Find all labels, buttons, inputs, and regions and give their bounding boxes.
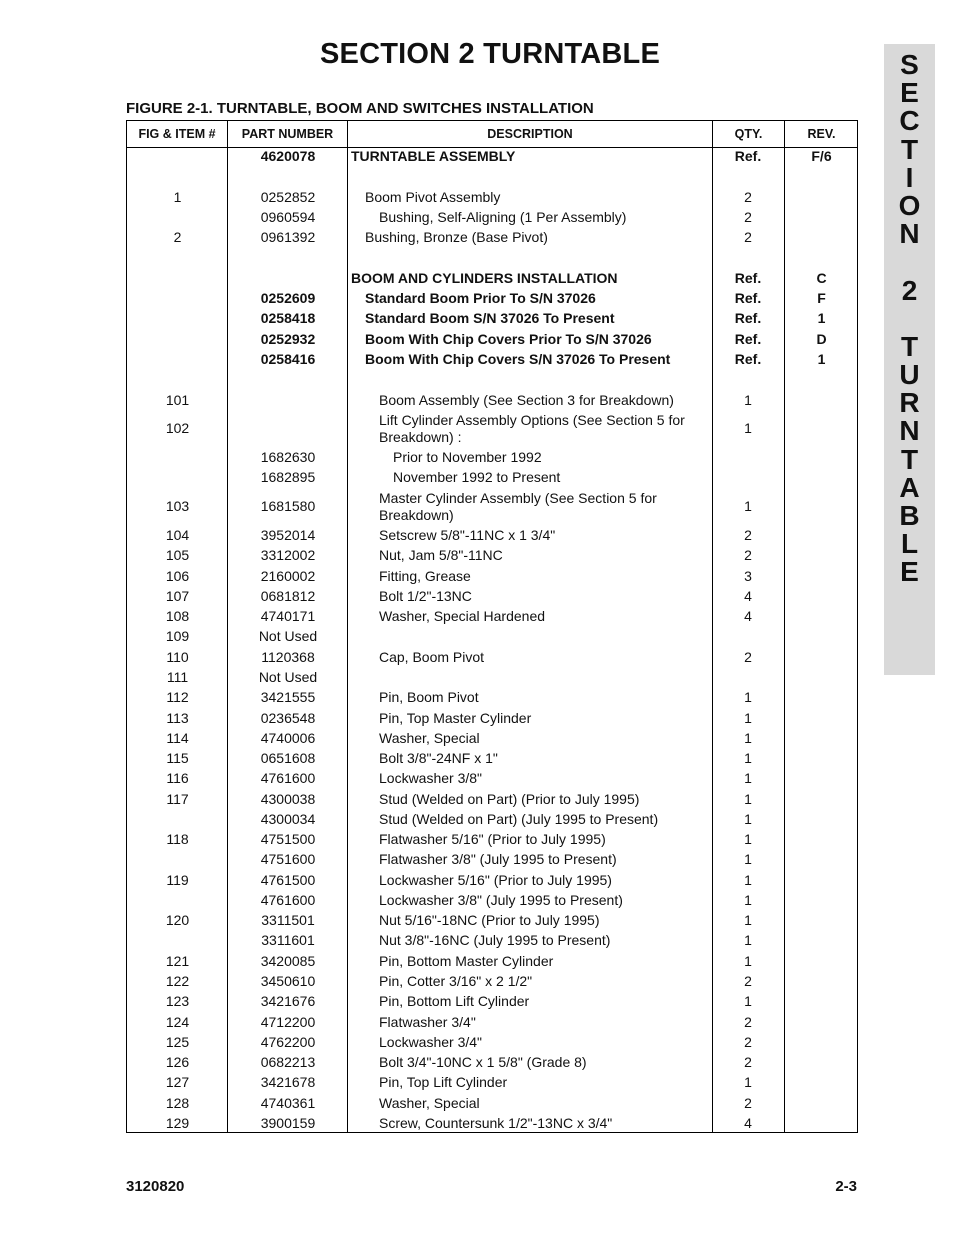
qty-cell: Ref.: [734, 270, 762, 286]
description-cell: [351, 270, 711, 287]
part-number-cell: 3421555: [260, 689, 316, 705]
part-number-cell: 1681580: [260, 498, 316, 514]
description-line: Boom Assembly (See Section 3 for Breakdown): [379, 392, 674, 408]
fig-item-cell: 106: [165, 568, 190, 584]
fig-item-cell: 128: [165, 1095, 190, 1111]
fig-item-cell: 117: [166, 791, 189, 807]
part-number-cell: 2160002: [260, 568, 316, 584]
part-number-cell: 3311501: [261, 912, 315, 928]
side-tab-letter: T: [900, 330, 919, 362]
part-number-cell: 4751500: [260, 831, 316, 847]
fig-item-cell: 112: [166, 689, 189, 705]
fig-item-cell: 109: [165, 628, 190, 644]
fig-item-cell: 119: [166, 872, 189, 888]
description-line: Stud (Welded on Part) (Prior to July 1995): [379, 791, 640, 807]
fig-item-cell: 129: [165, 1115, 190, 1131]
qty-cell: Ref.: [734, 310, 762, 326]
fig-item-cell: 101: [165, 392, 190, 408]
description-cell: [351, 831, 739, 848]
fig-item-cell: 124: [165, 1014, 190, 1030]
part-number-cell: 3952014: [260, 527, 316, 543]
description-line: Screw, Countersunk 1/2"-13NC x 3/4": [379, 1115, 613, 1131]
fig-item-cell: 105: [165, 547, 190, 563]
rev-cell: C: [816, 270, 827, 286]
description-line: Lift Cylinder Assembly Options (See Section 5 for: [379, 412, 685, 428]
side-tab-letter: I: [905, 161, 914, 193]
fig-item-cell: 111: [166, 669, 189, 685]
qty-cell: 3: [744, 568, 752, 584]
part-number-cell: 0258418: [260, 310, 316, 326]
part-number-cell: 4751600: [260, 851, 316, 867]
qty-cell: 1: [744, 851, 752, 867]
header-fig-item: FIG & ITEM #: [138, 127, 216, 141]
description-cell: [351, 392, 739, 409]
description-line: Pin, Top Master Cylinder: [379, 710, 532, 726]
side-tab-letter: R: [899, 387, 920, 419]
description-cell: [351, 750, 739, 767]
description-line: Breakdown) :: [379, 429, 462, 445]
qty-cell: Ref.: [734, 331, 762, 347]
side-tab-letter: N: [899, 415, 920, 447]
section-side-tab: [884, 44, 935, 675]
description-line: Bolt 3/8"-24NF x 1": [379, 750, 498, 766]
description-line: Pin, Bottom Master Cylinder: [379, 953, 554, 969]
fig-item-cell: 104: [165, 527, 190, 543]
description-line: Bushing, Bronze (Base Pivot): [365, 229, 548, 245]
qty-cell: 1: [744, 993, 752, 1009]
part-number-cell: 4761500: [260, 872, 316, 888]
part-number-cell: 0252932: [260, 331, 316, 347]
description-line: Lockwasher 3/8" (July 1995 to Present): [379, 892, 623, 908]
qty-cell: 2: [744, 547, 752, 563]
side-tab-letter: O: [898, 189, 921, 221]
description-cell: [351, 148, 711, 165]
fig-item-cell: 120: [165, 912, 190, 928]
side-tab-letters: [884, 51, 935, 587]
part-number-cell: 4712200: [260, 1014, 316, 1030]
table-body: [127, 121, 857, 1132]
description-line: Flatwasher 3/4": [379, 1014, 476, 1030]
qty-cell: 2: [744, 209, 752, 225]
qty-cell: 1: [744, 392, 752, 408]
description-cell: [351, 351, 725, 368]
part-number-cell: Not Used: [258, 628, 318, 644]
page-title: SECTION 2 TURNTABLE: [320, 38, 660, 70]
qty-cell: 1: [744, 689, 752, 705]
part-number-cell: 4300034: [260, 811, 316, 827]
header-qty: QTY.: [734, 127, 763, 141]
qty-cell: 2: [744, 527, 752, 543]
part-number-cell: 0651608: [260, 750, 316, 766]
description-cell: [351, 310, 725, 327]
side-tab-letter: E: [900, 77, 919, 109]
description-cell: [351, 912, 739, 929]
description-line: Nut 5/16"-18NC (Prior to July 1995): [379, 912, 600, 928]
qty-cell: 2: [744, 1054, 752, 1070]
rev-cell: F/6: [811, 148, 832, 164]
description-line: Flatwasher 5/16" (Prior to July 1995): [379, 831, 606, 847]
side-tab-letter: T: [900, 443, 919, 475]
description-line: Bushing, Self-Aligning (1 Per Assembly): [379, 209, 627, 225]
description-line: TURNTABLE ASSEMBLY: [351, 148, 516, 164]
fig-item-cell: 114: [166, 730, 189, 746]
part-number-cell: 4740361: [260, 1095, 316, 1111]
fig-item-cell: 121: [165, 953, 190, 969]
side-tab-letter: T: [900, 133, 919, 165]
header-part-number: PART NUMBER: [241, 127, 334, 141]
rev-cell: 1: [817, 351, 826, 367]
description-line: Standard Boom Prior To S/N 37026: [365, 290, 596, 306]
description-line: Bolt 3/4"-10NC x 1 5/8" (Grade 8): [379, 1054, 587, 1070]
description-cell: [351, 527, 739, 544]
description-cell: [351, 811, 739, 828]
side-tab-letter: 2: [901, 274, 918, 306]
description-line: Standard Boom S/N 37026 To Present: [365, 310, 615, 326]
part-number-cell: 3420085: [260, 953, 316, 969]
qty-cell: 4: [744, 1115, 752, 1131]
fig-item-cell: 125: [165, 1034, 190, 1050]
qty-cell: 2: [744, 649, 752, 665]
qty-cell: 1: [744, 932, 752, 948]
side-tab-letter: N: [899, 218, 920, 250]
qty-cell: 2: [744, 1095, 752, 1111]
qty-cell: 1: [744, 953, 752, 969]
figure-title: FIGURE 2-1. TURNTABLE, BOOM AND SWITCHES INSTALLATION: [126, 100, 594, 117]
description-cell: [351, 1014, 739, 1031]
qty-cell: Ref.: [734, 290, 762, 306]
description-cell: [351, 469, 753, 486]
part-number-cell: 3900159: [260, 1115, 316, 1131]
qty-cell: 2: [744, 973, 752, 989]
part-number-cell: 3450610: [260, 973, 316, 989]
description-cell: [351, 588, 739, 605]
fig-item-cell: 127: [165, 1074, 190, 1090]
fig-item-cell: 116: [166, 770, 189, 786]
qty-cell: 1: [744, 831, 752, 847]
description-cell: [351, 608, 739, 625]
description-cell: [351, 209, 739, 226]
description-cell: [351, 568, 739, 585]
fig-item-cell: 110: [166, 649, 189, 665]
part-number-cell: 4761600: [260, 770, 316, 786]
side-tab-letter: [884, 248, 935, 276]
description-cell: [351, 331, 725, 348]
description-cell: [351, 649, 739, 666]
part-number-cell: 0252609: [260, 290, 316, 306]
side-tab-letter: S: [900, 49, 919, 80]
description-cell: [351, 1115, 739, 1132]
description-line: Lockwasher 5/16" (Prior to July 1995): [379, 872, 612, 888]
description-line: Bolt 1/2"-13NC: [379, 588, 472, 604]
fig-item-cell: 2: [173, 229, 182, 245]
description-line: Lockwasher 3/4": [379, 1034, 483, 1050]
description-cell: [351, 730, 739, 747]
fig-item-cell: 1: [173, 189, 182, 205]
description-line: Boom With Chip Covers Prior To S/N 37026: [365, 331, 652, 347]
fig-item-cell: 107: [165, 588, 190, 604]
description-cell: [351, 953, 739, 970]
fig-item-cell: 126: [165, 1054, 190, 1070]
fig-item-cell: 115: [166, 750, 189, 766]
part-number-cell: 4740006: [260, 730, 316, 746]
description-line: Pin, Cotter 3/16" x 2 1/2": [379, 973, 533, 989]
description-cell: [351, 993, 739, 1010]
description-cell: [351, 791, 739, 808]
part-number-cell: 4620078: [260, 148, 316, 164]
part-number-cell: 3312002: [260, 547, 316, 563]
qty-cell: Ref.: [734, 351, 762, 367]
description-line: Nut, Jam 5/8"-11NC: [379, 547, 503, 563]
description-cell: [351, 710, 739, 727]
description-cell: [351, 1054, 739, 1071]
part-number-cell: 0252852: [260, 189, 316, 205]
qty-cell: 4: [744, 608, 752, 624]
description-cell: [351, 1074, 739, 1091]
description-line: Washer, Special: [379, 1095, 480, 1111]
parts-table: [126, 120, 858, 1133]
qty-cell: Ref.: [734, 148, 762, 164]
part-number-cell: 1682895: [260, 469, 316, 485]
side-tab-letter: U: [899, 359, 920, 391]
qty-cell: 1: [744, 811, 752, 827]
description-line: Fitting, Grease: [379, 568, 471, 584]
description-cell: [351, 973, 739, 990]
description-line: Boom With Chip Covers S/N 37026 To Present: [365, 351, 671, 367]
part-number-cell: 3421678: [260, 1074, 316, 1090]
part-number-cell: 4761600: [260, 892, 316, 908]
part-number-cell: 0682213: [260, 1054, 316, 1070]
description-cell: [351, 1034, 739, 1051]
qty-cell: 1: [744, 912, 752, 928]
side-tab-letter: L: [900, 528, 919, 560]
description-line: Pin, Boom Pivot: [379, 689, 479, 705]
rev-cell: 1: [817, 310, 826, 326]
description-cell: [351, 229, 725, 246]
description-cell: [351, 770, 739, 787]
fig-item-cell: 113: [166, 710, 189, 726]
description-line: Master Cylinder Assembly (See Section 5 for: [379, 490, 657, 506]
qty-cell: 1: [744, 770, 752, 786]
description-cell: [351, 689, 739, 706]
part-number-cell: 0961392: [260, 229, 316, 245]
rev-cell: D: [816, 331, 827, 347]
footer-page-number: 2-3: [835, 1178, 857, 1195]
qty-cell: 2: [744, 229, 752, 245]
description-line: Nut 3/8"-16NC (July 1995 to Present): [379, 932, 611, 948]
side-tab-letter: A: [899, 471, 920, 503]
qty-cell: 1: [744, 1074, 752, 1090]
part-number-cell: 1120368: [261, 649, 315, 665]
description-cell: [351, 892, 739, 909]
qty-cell: 2: [744, 1014, 752, 1030]
header-rev: REV.: [807, 127, 836, 141]
qty-cell: 1: [744, 730, 752, 746]
fig-item-cell: 102: [165, 420, 190, 436]
description-cell: [351, 490, 739, 524]
description-cell: [351, 1095, 739, 1112]
part-number-cell: 0960594: [260, 209, 316, 225]
description-cell: [351, 932, 739, 949]
fig-item-cell: 108: [165, 608, 190, 624]
description-line: Washer, Special Hardened: [379, 608, 546, 624]
description-line: Cap, Boom Pivot: [379, 649, 485, 665]
description-cell: [351, 189, 725, 206]
part-number-cell: 4740171: [260, 608, 316, 624]
fig-item-cell: 122: [165, 973, 190, 989]
description-line: Prior to November 1992: [393, 449, 542, 465]
part-number-cell: 3311601: [261, 932, 315, 948]
qty-cell: 1: [744, 498, 752, 514]
header-description: DESCRIPTION: [487, 127, 573, 141]
side-tab-letter: B: [899, 500, 920, 531]
part-number-cell: 3421676: [260, 993, 316, 1009]
qty-cell: 1: [744, 710, 752, 726]
description-line: Lockwasher 3/8": [379, 770, 483, 786]
side-tab-letter: [884, 305, 935, 333]
part-number-cell: 4300038: [260, 791, 316, 807]
description-cell: [351, 449, 753, 466]
fig-item-cell: 118: [166, 831, 189, 847]
fig-item-cell: 103: [165, 498, 190, 514]
qty-cell: 2: [744, 1034, 752, 1050]
part-number-cell: 0681812: [260, 588, 316, 604]
qty-cell: 2: [744, 189, 752, 205]
footer-document-number: 3120820: [126, 1178, 185, 1195]
fig-item-cell: 123: [165, 993, 190, 1009]
description-cell: [351, 290, 725, 307]
rev-cell: F: [817, 290, 826, 306]
side-tab-letter: E: [900, 556, 919, 588]
description-cell: [351, 547, 739, 564]
part-number-cell: 0258416: [260, 351, 316, 367]
qty-cell: 1: [744, 420, 752, 436]
qty-cell: 4: [744, 588, 752, 604]
description-cell: [351, 872, 739, 889]
description-line: Pin, Bottom Lift Cylinder: [379, 993, 530, 1009]
part-number-cell: 0236548: [260, 710, 316, 726]
description-line: BOOM AND CYLINDERS INSTALLATION: [351, 270, 618, 286]
description-line: Setscrew 5/8"-11NC x 1 3/4": [379, 527, 556, 543]
description-cell: [351, 851, 739, 868]
description-line: Breakdown): [379, 507, 454, 523]
qty-cell: 1: [744, 872, 752, 888]
qty-cell: 1: [744, 892, 752, 908]
part-number-cell: 1682630: [260, 449, 316, 465]
description-line: Stud (Welded on Part) (July 1995 to Present): [379, 811, 659, 827]
description-cell: [351, 412, 739, 446]
description-line: Pin, Top Lift Cylinder: [379, 1074, 508, 1090]
description-line: November 1992 to Present: [393, 469, 561, 485]
description-line: Flatwasher 3/8" (July 1995 to Present): [379, 851, 617, 867]
side-tab-letter: C: [899, 105, 920, 137]
part-number-cell: 4762200: [260, 1034, 316, 1050]
qty-cell: 1: [744, 791, 752, 807]
description-line: Boom Pivot Assembly: [365, 189, 501, 205]
part-number-cell: Not Used: [258, 669, 318, 685]
description-line: Washer, Special: [379, 730, 480, 746]
qty-cell: 1: [744, 750, 752, 766]
